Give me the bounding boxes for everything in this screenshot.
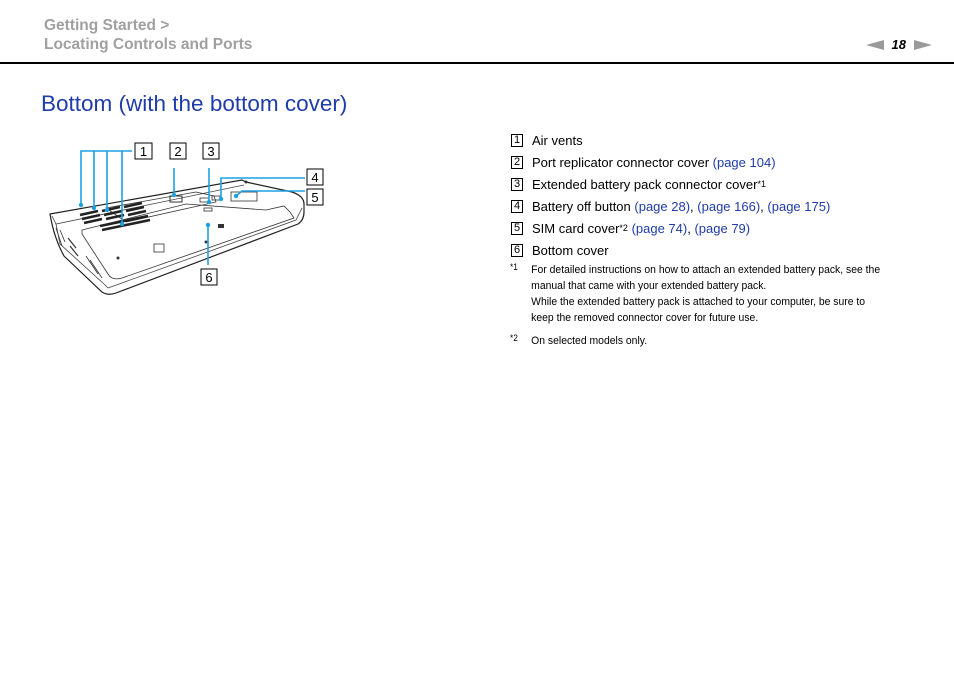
callout-label-5: 5	[311, 190, 319, 205]
item-label: Port replicator connector cover	[532, 154, 713, 170]
footnote-text: On selected models only.	[531, 335, 648, 347]
page-link[interactable]: (page 79)	[694, 220, 751, 236]
callout-label-4: 4	[311, 170, 319, 185]
page-link[interactable]: (page 104)	[712, 154, 776, 170]
item-number: 4	[511, 200, 523, 213]
page-link[interactable]: (page 166)	[697, 198, 761, 214]
page-link[interactable]: (page 74)	[631, 220, 688, 236]
item-label: SIM card cover	[532, 220, 620, 236]
footnotes	[510, 262, 887, 356]
list-item	[511, 195, 931, 217]
item-number: 2	[511, 156, 523, 169]
previous-page-arrow-icon[interactable]	[866, 40, 884, 50]
footnote-mark: *1	[510, 262, 518, 272]
callout-label-2: 2	[174, 144, 182, 159]
item-label: Bottom cover	[532, 242, 609, 258]
laptop-bottom-drawing	[46, 138, 336, 303]
footnote-text: While the extended battery pack is attached to your computer, be sure to keep the removed connector cover for future use.	[531, 296, 866, 324]
item-label: Air vents	[532, 132, 583, 148]
footnote-text: For detailed instructions on how to attach an extended battery pack, see the manual that came with your extended battery pack.	[531, 264, 881, 292]
list-item: 3 Extended battery pack connector cover *1	[511, 173, 931, 195]
component-list	[511, 129, 931, 261]
list-item	[511, 239, 931, 261]
page-navigation	[866, 37, 932, 52]
item-number: 6	[511, 244, 523, 257]
item-number: 5	[511, 222, 523, 235]
page-title: Bottom (with the bottom cover)	[41, 91, 348, 116]
callout-label-6: 6	[205, 270, 213, 285]
page-number: 18	[891, 37, 906, 52]
footnote	[510, 333, 887, 349]
page-link[interactable]: (page 175)	[767, 198, 831, 214]
list-item	[511, 129, 931, 151]
footnote-mark: *2	[510, 333, 518, 343]
link-separator: ,	[760, 198, 768, 214]
next-page-arrow-icon[interactable]	[914, 40, 932, 50]
breadcrumb-parent[interactable]: Getting Started >	[44, 17, 170, 34]
header-divider	[0, 62, 954, 64]
breadcrumb	[44, 16, 252, 54]
item-number: 3	[511, 178, 523, 191]
laptop-bottom-illustration	[46, 138, 336, 303]
page-link[interactable]: (page 28)	[634, 198, 691, 214]
breadcrumb-current[interactable]: Locating Controls and Ports	[44, 36, 253, 53]
list-item: 5 SIM card cover *2 (page 74) , (page 79)	[511, 217, 931, 239]
link-separator: ,	[690, 198, 698, 214]
link-separator: ,	[687, 220, 695, 236]
callout-label-1: 1	[139, 144, 148, 159]
item-label: Battery off button	[532, 198, 635, 214]
item-label: Extended battery pack connector cover	[532, 176, 758, 192]
callout-label-3: 3	[207, 144, 215, 159]
item-number: 1	[511, 134, 523, 147]
footnote	[510, 262, 887, 326]
list-item	[511, 151, 931, 173]
